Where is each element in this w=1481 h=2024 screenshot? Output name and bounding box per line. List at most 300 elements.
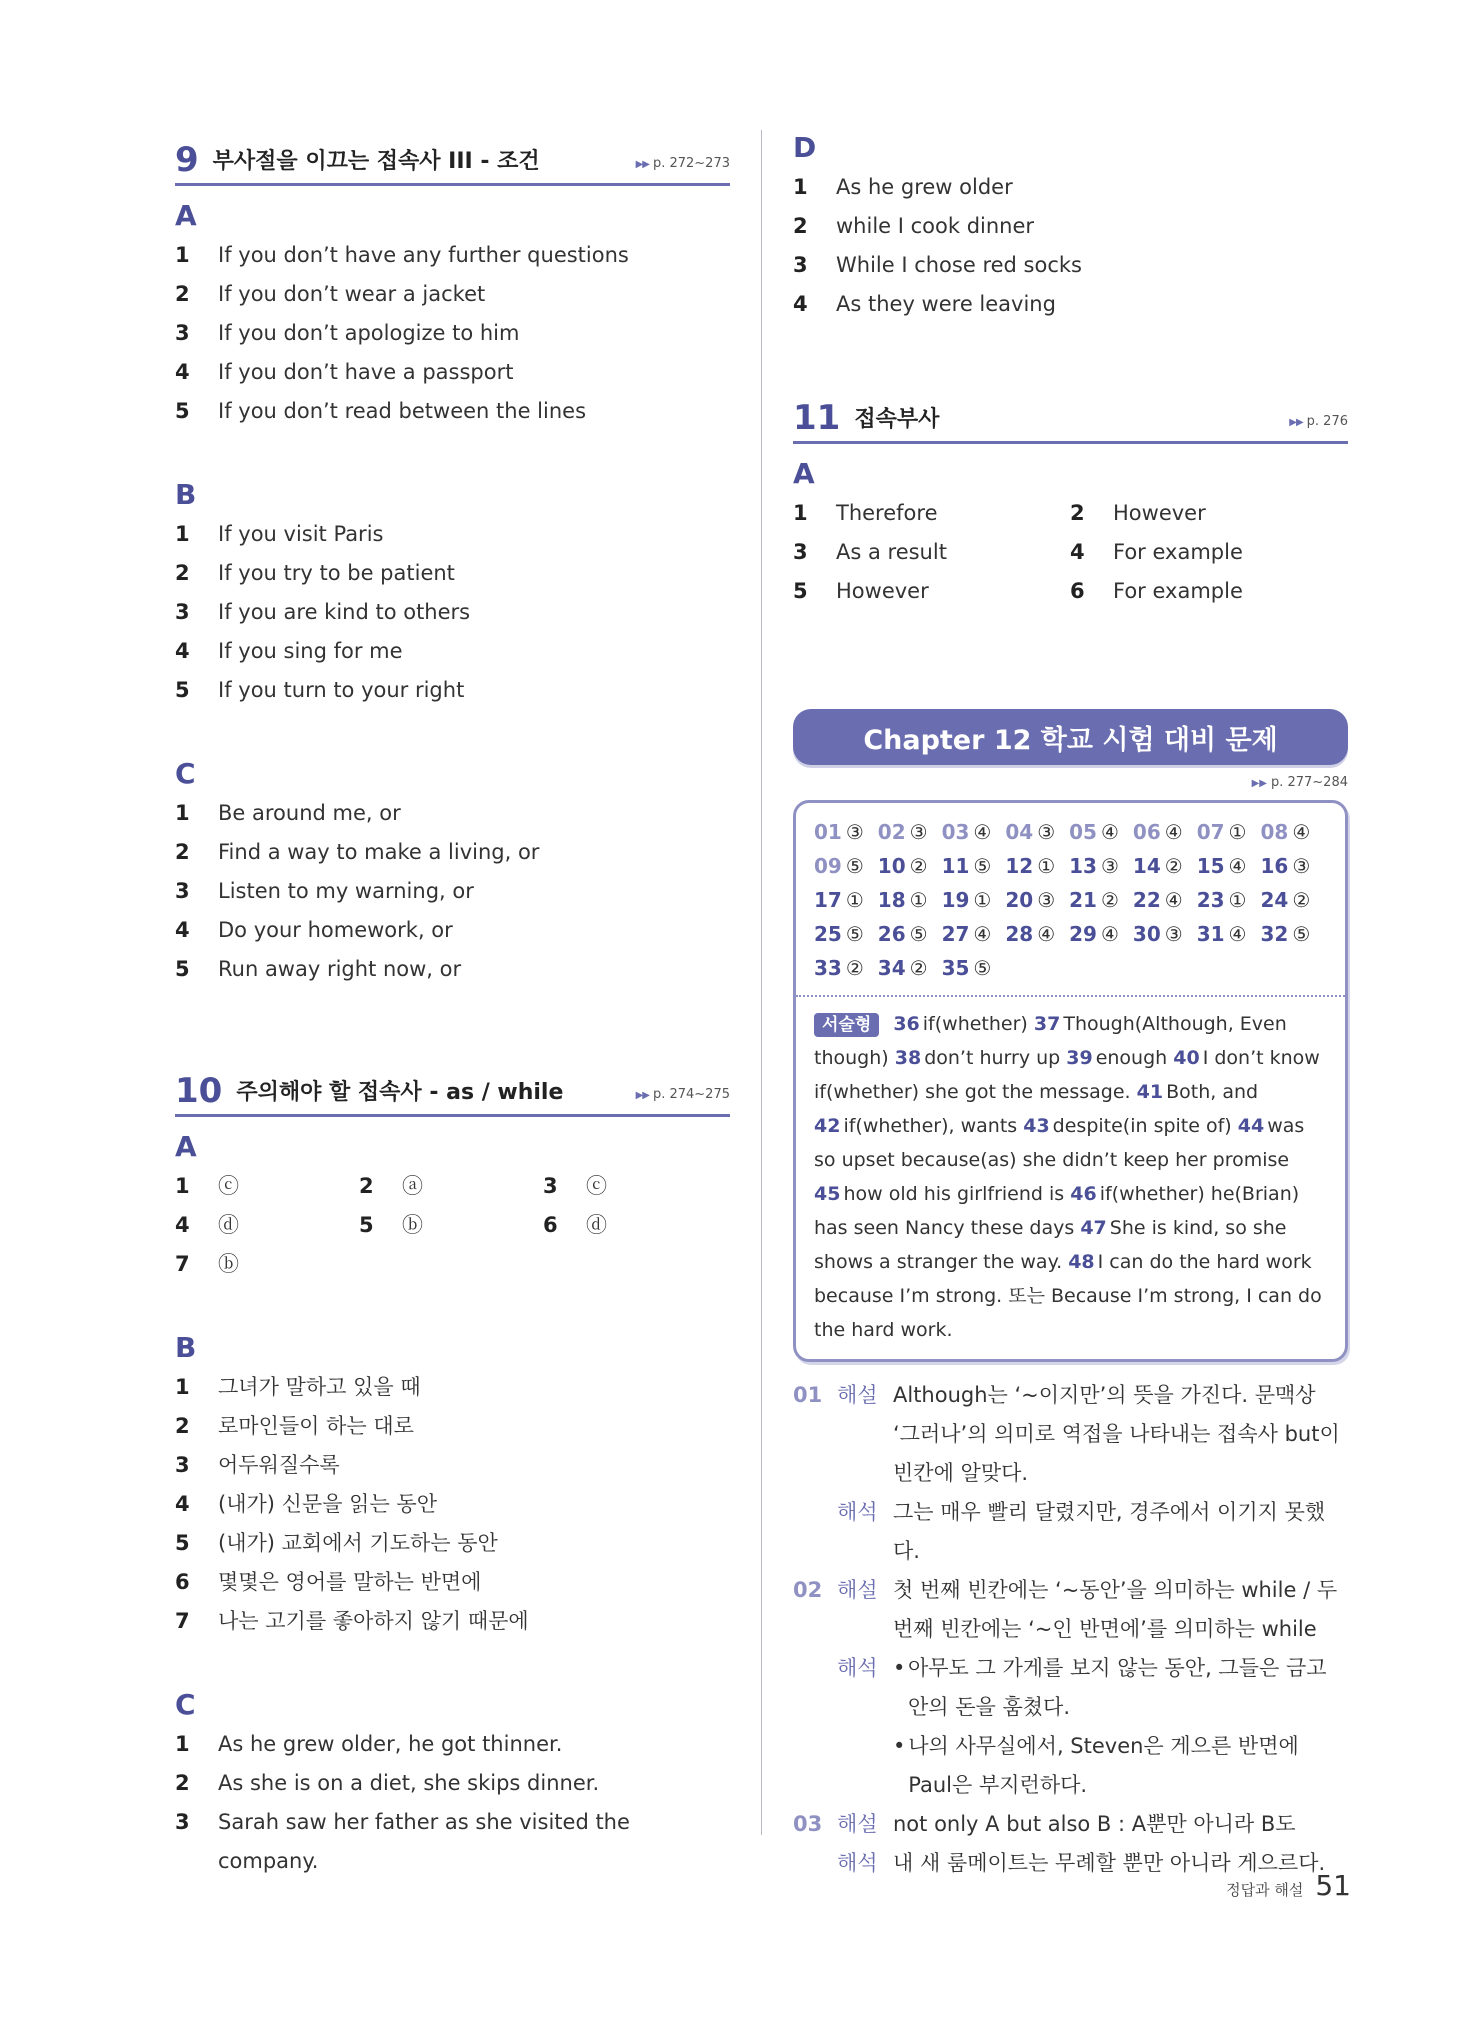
question-number: 29	[1069, 922, 1097, 946]
essay-answer: if(whether), wants	[843, 1115, 1018, 1137]
essay-answer: I can do the hard work because I’m strong. 또는 Because I’m strong, I can do the hard work.	[814, 1251, 1322, 1341]
item-number: 4	[793, 292, 808, 316]
item-number: 2	[175, 282, 190, 306]
item-number: 3	[793, 540, 808, 564]
answer-choice: ①	[1037, 854, 1056, 878]
essay-answer: Though(Although, Even though)	[814, 1013, 1287, 1069]
label-explanation: 해설	[837, 1578, 878, 1602]
question-number: 05	[1069, 820, 1097, 844]
answer-key-item	[1069, 883, 1119, 917]
answer-item	[175, 1485, 730, 1524]
question-number: 01	[793, 1383, 823, 1407]
item-text: As they were leaving	[836, 292, 1056, 316]
answer-key-item	[1197, 815, 1247, 849]
answer-choice: ⑤	[845, 922, 864, 946]
item-text: Listen to my warning, or	[218, 879, 474, 903]
bullet-item: • 나의 사무실에서, Steven은 게으른 반면에 Paul은 부지런하다.	[893, 1727, 1348, 1805]
answer-choice: ③	[845, 820, 864, 844]
question-number: 20	[1005, 888, 1034, 912]
answer-key-item	[1005, 815, 1055, 849]
question-number: 01	[814, 820, 842, 844]
answer-key-item	[878, 917, 928, 951]
item-text: ⓒ	[218, 1174, 239, 1198]
item-text: For example	[1113, 540, 1243, 564]
question-number: 02	[793, 1578, 823, 1602]
essay-number: 48	[1068, 1251, 1095, 1273]
answer-key-item	[942, 917, 992, 951]
answer-list	[175, 236, 730, 431]
item-text: (내가) 교회에서 기도하는 동안	[218, 1531, 498, 1555]
answer-choice: ③	[1037, 820, 1056, 844]
essay-tag: 서술형	[814, 1013, 879, 1037]
question-number: 04	[1005, 820, 1034, 844]
page-reference	[1289, 414, 1348, 429]
answer-key-item	[942, 951, 992, 985]
question-number: 25	[814, 922, 842, 946]
essay-number: 45	[814, 1183, 841, 1205]
item-text: ⓓ	[586, 1213, 607, 1237]
section-number: 11	[793, 398, 841, 438]
double-arrow-icon: ▶▶	[635, 159, 649, 170]
page-reference-text: p. 276	[1306, 414, 1348, 429]
answer-item	[793, 533, 1070, 572]
part-label: A	[175, 199, 197, 232]
item-number: 1	[175, 801, 190, 825]
item-text: Run away right now, or	[218, 957, 462, 981]
page-reference-text: p. 277~284	[1270, 775, 1348, 790]
item-text: If you are kind to others	[218, 600, 471, 624]
item-text: 몇몇은 영어를 말하는 반면에	[218, 1570, 482, 1594]
item-number: 3	[175, 1810, 190, 1834]
label-explanation: 해설	[837, 1383, 878, 1407]
essay-number: 42	[814, 1115, 841, 1137]
translation-text: 나의 사무실에서, Steven은 게으른 반면에 Paul은 부지런하다.	[908, 1734, 1299, 1797]
part-label: A	[175, 1130, 197, 1163]
answer-item	[175, 1563, 730, 1602]
answer-item	[175, 1368, 730, 1407]
answer-key-item	[1260, 883, 1310, 917]
answer-key-item	[942, 815, 992, 849]
answer-choice: ⑤	[973, 854, 992, 878]
essay-answer: how old his girlfriend is	[843, 1183, 1065, 1205]
item-text: If you sing for me	[218, 639, 403, 663]
section-title: 접속부사	[854, 406, 940, 432]
item-number: 3	[543, 1174, 558, 1198]
essay-number: 43	[1023, 1115, 1050, 1137]
answer-choice: ①	[1228, 820, 1247, 844]
item-number: 2	[175, 1414, 190, 1438]
answer-choice: ④	[1164, 820, 1183, 844]
question-number: 21	[1069, 888, 1097, 912]
answer-choice: ①	[909, 888, 928, 912]
answer-key-item	[814, 849, 864, 883]
question-number: 15	[1196, 854, 1225, 878]
answer-item	[793, 168, 1348, 207]
dotted-divider	[796, 995, 1345, 997]
essay-number: 37	[1033, 1013, 1061, 1035]
answer-choice: ④	[1292, 820, 1311, 844]
item-number: 4	[175, 360, 190, 384]
item-number: 3	[175, 1453, 190, 1477]
answer-key-item	[878, 883, 928, 917]
item-number: 4	[175, 639, 190, 663]
answer-choice: ②	[845, 956, 864, 980]
bullet-item: • 아무도 그 가게를 보지 않는 동안, 그들은 금고 안의 돈을 훔쳤다.	[893, 1649, 1348, 1727]
answer-item	[175, 1524, 730, 1563]
question-number: 24	[1260, 888, 1289, 912]
answer-item	[175, 1725, 730, 1764]
translation-row	[793, 1493, 1348, 1571]
answer-item	[175, 1167, 359, 1206]
answer-item	[175, 1206, 359, 1245]
answer-item	[175, 1803, 730, 1881]
question-number: 09	[814, 854, 842, 878]
answer-choice: ⑤	[973, 956, 992, 980]
label-translation: 해석	[837, 1656, 878, 1680]
essay-number: 38	[894, 1047, 922, 1069]
answer-choice: ②	[1100, 888, 1119, 912]
answer-choice: ③	[1037, 888, 1056, 912]
question-number: 26	[877, 922, 906, 946]
item-text: 어두워질수록	[218, 1453, 340, 1477]
question-number: 33	[814, 956, 842, 980]
item-number: 5	[175, 1531, 190, 1555]
label-translation: 해석	[837, 1851, 878, 1875]
answer-item	[175, 911, 730, 950]
answer-item	[175, 794, 730, 833]
item-text: If you visit Paris	[218, 522, 384, 546]
essay-answer: was so upset because(as) she didn’t keep her promise	[814, 1115, 1305, 1171]
answer-key-item	[878, 815, 928, 849]
item-text: However	[836, 579, 929, 603]
section-10-header	[175, 1061, 730, 1117]
answer-key-item	[1005, 883, 1055, 917]
item-text: However	[1113, 501, 1206, 525]
answer-choice: ④	[1037, 922, 1056, 946]
answer-choice: ③	[909, 820, 928, 844]
essay-number: 40	[1173, 1047, 1200, 1069]
explanation-01	[793, 1376, 1348, 1493]
question-number: 30	[1132, 922, 1161, 946]
answer-choice: ②	[909, 854, 928, 878]
item-number: 5	[175, 399, 190, 423]
answer-item	[359, 1167, 543, 1206]
item-number: 5	[793, 579, 808, 603]
item-number: 1	[175, 1174, 190, 1198]
answer-key-item	[1197, 917, 1247, 951]
answer-item	[1070, 533, 1347, 572]
answer-key-item	[1260, 849, 1310, 883]
answer-item	[175, 1245, 359, 1284]
answer-grid	[793, 494, 1348, 611]
multiple-choice-answers	[814, 815, 1329, 985]
item-text: If you don’t apologize to him	[218, 321, 520, 345]
answer-key-item	[814, 815, 864, 849]
answer-item	[175, 632, 730, 671]
question-number: 28	[1005, 922, 1034, 946]
item-number: 4	[175, 1492, 190, 1516]
item-text: 그녀가 말하고 있을 때	[218, 1375, 421, 1399]
part-label: D	[793, 131, 817, 164]
answer-choice: ④	[1228, 922, 1247, 946]
section-number: 9	[175, 140, 199, 180]
answer-list	[175, 1368, 730, 1641]
answer-item	[175, 236, 730, 275]
answer-key-item	[814, 951, 864, 985]
item-number: 4	[1070, 540, 1085, 564]
answer-list	[175, 794, 730, 989]
question-number: 03	[793, 1812, 823, 1836]
question-number: 14	[1132, 854, 1161, 878]
answer-choice: ②	[1164, 854, 1183, 878]
item-text: ⓑ	[402, 1213, 423, 1237]
essay-number: 47	[1080, 1217, 1107, 1239]
item-text: ⓐ	[402, 1174, 423, 1198]
item-text: Sarah saw her father as she visited the company.	[218, 1810, 630, 1873]
section-9-header	[175, 130, 730, 186]
item-text: while I cook dinner	[836, 214, 1035, 238]
answer-item	[175, 872, 730, 911]
item-number: 5	[359, 1213, 374, 1237]
explanation-text: 첫 번째 빈칸에는 ‘~동안’을 의미하는 while / 두 번째 빈칸에는 ‘~인 반면에’를 의미하는 while	[893, 1578, 1338, 1641]
answer-item	[175, 1407, 730, 1446]
answer-key-item	[1133, 917, 1183, 951]
answer-key-item	[1069, 917, 1119, 951]
right-column	[793, 128, 1348, 1883]
translation-text: 그는 매우 빨리 달렸지만, 경주에서 이기지 못했다.	[893, 1500, 1326, 1563]
item-text: If you try to be patient	[218, 561, 455, 585]
essay-answer: despite(in spite of)	[1052, 1115, 1232, 1137]
question-number: 23	[1196, 888, 1225, 912]
page-reference	[793, 775, 1348, 790]
answer-item	[175, 1602, 730, 1641]
essay-answers	[814, 1007, 1329, 1347]
essay-number: 36	[893, 1013, 920, 1035]
item-text: If you don’t read between the lines	[218, 399, 587, 423]
item-number: 6	[1070, 579, 1085, 603]
part-label: C	[175, 757, 196, 790]
answer-choice: ④	[1228, 854, 1247, 878]
question-number: 34	[877, 956, 906, 980]
section-title: 부사절을 이끄는 접속사 III - 조건	[212, 148, 540, 174]
answer-item	[175, 593, 730, 632]
essay-number: 39	[1066, 1047, 1093, 1069]
item-number: 3	[175, 600, 190, 624]
answer-item	[175, 353, 730, 392]
item-text: (내가) 신문을 읽는 동안	[218, 1492, 437, 1516]
question-number: 17	[814, 888, 842, 912]
essay-answer: if(whether)	[922, 1013, 1028, 1035]
answer-choice: ④	[1100, 922, 1119, 946]
question-number: 35	[941, 956, 970, 980]
item-text: If you turn to your right	[218, 678, 465, 702]
answer-choice: ④	[973, 922, 992, 946]
answer-key-item	[814, 917, 864, 951]
item-text: As he grew older	[836, 175, 1013, 199]
question-number: 22	[1132, 888, 1161, 912]
item-text: For example	[1113, 579, 1243, 603]
item-number: 1	[793, 175, 808, 199]
question-number: 08	[1260, 820, 1289, 844]
item-number: 4	[175, 1213, 190, 1237]
answer-item	[543, 1206, 727, 1245]
question-number: 02	[877, 820, 906, 844]
question-number: 32	[1260, 922, 1289, 946]
answer-key-item	[1133, 849, 1183, 883]
question-number: 16	[1260, 854, 1289, 878]
essay-answer: if(whether) he(Brian) has seen Nancy these days	[814, 1183, 1300, 1239]
part-label: B	[175, 1331, 197, 1364]
item-text: If you don’t have any further questions	[218, 243, 629, 267]
item-number: 3	[175, 321, 190, 345]
answer-item	[175, 392, 730, 431]
question-number: 18	[877, 888, 906, 912]
answer-key-item	[1197, 849, 1247, 883]
answer-item	[175, 275, 730, 314]
item-text: As a result	[836, 540, 947, 564]
item-text: Therefore	[836, 501, 938, 525]
item-number: 2	[175, 840, 190, 864]
section-11-header	[793, 388, 1348, 444]
item-text: If you don’t have a passport	[218, 360, 514, 384]
question-number: 31	[1196, 922, 1225, 946]
item-number: 1	[175, 243, 190, 267]
answer-item	[175, 671, 730, 710]
question-number: 27	[941, 922, 970, 946]
answer-choice: ①	[845, 888, 864, 912]
essay-answer: don’t hurry up	[924, 1047, 1061, 1069]
essay-answer: She is kind, so she shows a stranger the way.	[814, 1217, 1287, 1273]
answer-choice: ①	[1228, 888, 1247, 912]
essay-answer: enough	[1095, 1047, 1168, 1069]
item-number: 3	[793, 253, 808, 277]
page-footer	[1226, 1869, 1351, 1902]
answer-key-item	[814, 883, 864, 917]
item-number: 7	[175, 1252, 190, 1276]
answer-key-item	[1069, 815, 1119, 849]
answer-item	[1070, 494, 1347, 533]
explanation-03	[793, 1805, 1348, 1844]
translation-row	[793, 1649, 1348, 1805]
answer-item	[793, 572, 1070, 611]
answer-grid	[175, 1167, 730, 1284]
answer-choice: ⑤	[909, 922, 928, 946]
answer-item	[793, 246, 1348, 285]
item-number: 1	[793, 501, 808, 525]
answer-key-item	[1260, 815, 1310, 849]
item-number: 6	[543, 1213, 558, 1237]
explanation-text: Although는 ‘~이지만’의 뜻을 가진다. 문맥상 ‘그러나’의 의미로 역접을 나타내는 접속사 but이 빈칸에 알맞다.	[893, 1383, 1340, 1485]
question-number: 11	[941, 854, 970, 878]
left-column	[175, 130, 730, 1881]
item-text: ⓑ	[218, 1252, 239, 1276]
section-number: 10	[175, 1071, 223, 1111]
explanations	[793, 1376, 1348, 1883]
answer-list	[175, 515, 730, 710]
answer-key-item	[1197, 883, 1247, 917]
answer-choice: ⑤	[845, 854, 864, 878]
answer-choice: ③	[1292, 854, 1311, 878]
answer-key-box	[793, 800, 1348, 1362]
item-number: 2	[175, 561, 190, 585]
question-number: 12	[1005, 854, 1034, 878]
answer-key-item	[942, 883, 992, 917]
page-reference-text: p. 274~275	[652, 1087, 730, 1102]
item-number: 5	[175, 957, 190, 981]
answer-item	[793, 285, 1348, 324]
chapter-banner: Chapter 12 학교 시험 대비 문제	[793, 709, 1348, 765]
answer-key-item	[878, 849, 928, 883]
answer-item	[175, 1764, 730, 1803]
answer-item	[175, 515, 730, 554]
page-reference	[636, 1087, 730, 1102]
question-number: 06	[1132, 820, 1161, 844]
answer-choice: ④	[1164, 888, 1183, 912]
double-arrow-icon: ▶▶	[635, 1090, 649, 1101]
item-number: 2	[1070, 501, 1085, 525]
answer-item	[175, 1446, 730, 1485]
answer-choice: ④	[973, 820, 992, 844]
answer-key-item	[878, 951, 928, 985]
item-text: As he grew older, he got thinner.	[218, 1732, 563, 1756]
item-text: As she is on a diet, she skips dinner.	[218, 1771, 600, 1795]
item-text: 로마인들이 하는 대로	[218, 1414, 414, 1438]
answer-key-item	[1005, 917, 1055, 951]
page-reference	[636, 156, 730, 171]
item-number: 5	[175, 678, 190, 702]
question-number: 10	[877, 854, 906, 878]
answer-list	[175, 1725, 730, 1881]
item-text: ⓓ	[218, 1213, 239, 1237]
double-arrow-icon: ▶▶	[1251, 778, 1267, 789]
answer-key-item	[1133, 883, 1183, 917]
answer-key-item	[1005, 849, 1055, 883]
column-divider	[761, 130, 762, 1835]
item-number: 3	[175, 879, 190, 903]
question-number: 13	[1069, 854, 1097, 878]
item-number: 1	[175, 1375, 190, 1399]
answer-item	[359, 1206, 543, 1245]
translation-text: 아무도 그 가게를 보지 않는 동안, 그들은 금고 안의 돈을 훔쳤다.	[907, 1656, 1327, 1719]
answer-choice: ⑤	[1292, 922, 1311, 946]
answer-choice: ②	[909, 956, 928, 980]
answer-key-item	[1069, 849, 1119, 883]
page-reference-text: p. 272~273	[652, 156, 730, 171]
item-number: 2	[793, 214, 808, 238]
essay-answer: Both, and	[1166, 1081, 1259, 1103]
answer-item	[1070, 572, 1347, 611]
explanation-text: not only A but also B : A뿐만 아니라 B도	[893, 1812, 1296, 1836]
essay-answer: I don’t know if(whether) she got the message.	[814, 1047, 1320, 1103]
question-number: 03	[941, 820, 970, 844]
part-label: B	[175, 478, 197, 511]
answer-key-item	[1260, 917, 1310, 951]
item-number: 4	[175, 918, 190, 942]
answer-item	[175, 950, 730, 989]
item-number: 1	[175, 522, 190, 546]
item-text: Be around me, or	[218, 801, 401, 825]
essay-number: 46	[1070, 1183, 1097, 1205]
answer-choice: ③	[1164, 922, 1183, 946]
translation-text: 내 새 룸메이트는 무례할 뿐만 아니라 게으르다.	[893, 1851, 1326, 1875]
answer-choice: ①	[973, 888, 992, 912]
answer-list	[793, 168, 1348, 324]
answer-item	[793, 494, 1070, 533]
item-number: 7	[175, 1609, 190, 1633]
answer-item	[175, 554, 730, 593]
essay-number: 44	[1237, 1115, 1265, 1137]
footer-label: 정답과 해설	[1226, 1881, 1304, 1899]
